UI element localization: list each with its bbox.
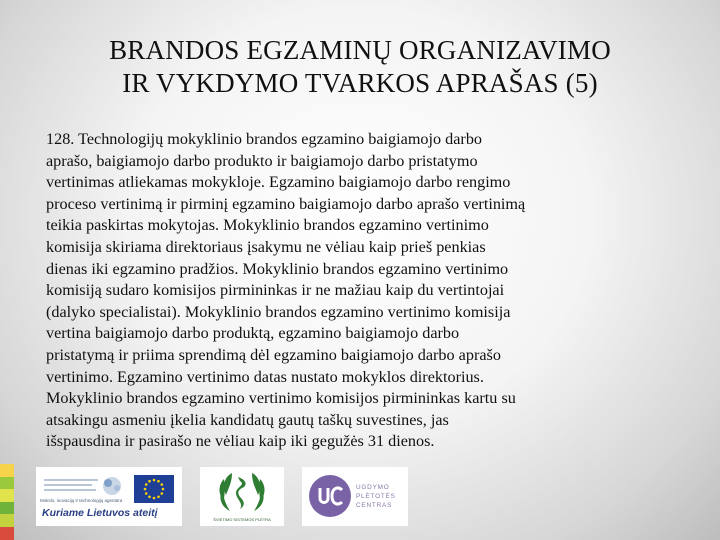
body-line: aprašo, baigiamojo darbo produkto ir baigiamojo darbo pristatymo xyxy=(46,151,478,170)
page-title xyxy=(20,34,700,100)
leaf-circle-icon xyxy=(214,469,270,515)
stripe-dark-green xyxy=(0,502,14,515)
svs-logo xyxy=(200,467,284,526)
body-line: 128. Technologijų mokyklinio brandos egzamino baigiamojo darbo xyxy=(46,130,483,148)
upc-circle-icon xyxy=(308,474,352,518)
body-line: dienas iki egzamino pradžios. Mokyklinio brandos egzamino vertinimo xyxy=(46,259,509,278)
body-line: Mokyklinio brandos egzamino vertinimo komisijos pirmininkas kartu su xyxy=(46,389,516,408)
body-line: proceso vertinimą ir pirminį egzamino baigiamojo darbo aprašo vertinimą xyxy=(46,194,526,213)
svs-caption: ŠVIETIMO SISTEMOS PLĖTRA xyxy=(213,517,271,522)
body-line: vertinimo. Egzamino vertinimo datas nustato mokyklos direktorius. xyxy=(46,367,484,386)
body-line: komisiją sudaro komisijos pirmininkas ir ne mažiau kaip du vertintojai xyxy=(46,281,505,300)
body-line: teikia paskirtas mokytojas. Mokyklinio brandos egzamino vertinimo xyxy=(46,216,489,235)
eu-flag-icon xyxy=(134,475,174,503)
upc-line-2: PLĖTOTĖS xyxy=(356,493,396,500)
upc-line-1: UGDYMO xyxy=(356,484,390,491)
stripe-green xyxy=(0,477,14,490)
body-line: komisija skiriama direktoriaus įsakymu ne vėliau kaip prieš penkias xyxy=(46,237,486,256)
title-line-1: BRANDOS EGZAMINŲ ORGANIZAVIMO xyxy=(109,35,611,65)
body-line: vertinimas atliekamas mokykloje. Egzamino baigiamojo darbo rengimo xyxy=(46,173,511,192)
body-line: išspausdina ir pasirašo ne vėliau kaip iki gegužės 31 dienos. xyxy=(46,432,435,451)
eu-slogan-text: Kuriame Lietuvos ateitį xyxy=(42,507,158,519)
eu-funds-logo xyxy=(36,467,182,526)
body-line: pristatymą ir priima sprendimą dėl egzamino baigiamojo darbo aprašo xyxy=(46,345,501,364)
stripe-yellow xyxy=(0,464,14,477)
body-line: (dalyko specialistai). Mokyklinio brandos egzamino vertinimo komisija xyxy=(46,302,511,321)
stripe-lime xyxy=(0,489,14,502)
stripe-olive xyxy=(0,514,14,527)
upc-logo xyxy=(302,467,408,526)
upc-text xyxy=(356,483,406,510)
title-line-2: IR VYKDYMO TVARKOS APRAŠAS (5) xyxy=(122,68,598,98)
decorative-color-stripes xyxy=(0,464,14,540)
body-line: vertina baigiamojo darbo produktą, egzamino baigiamojo darbo xyxy=(46,324,460,343)
eu-agency-text: Mokslo, inovacijų ir technologijų agentūra xyxy=(40,498,123,503)
stripe-red xyxy=(0,527,14,540)
body-line: atsakingu asmeniu įkelia kandidatų gautų taškų suvestines, jas xyxy=(46,410,449,429)
upc-line-3: CENTRAS xyxy=(356,502,393,509)
body-paragraph xyxy=(46,129,676,453)
